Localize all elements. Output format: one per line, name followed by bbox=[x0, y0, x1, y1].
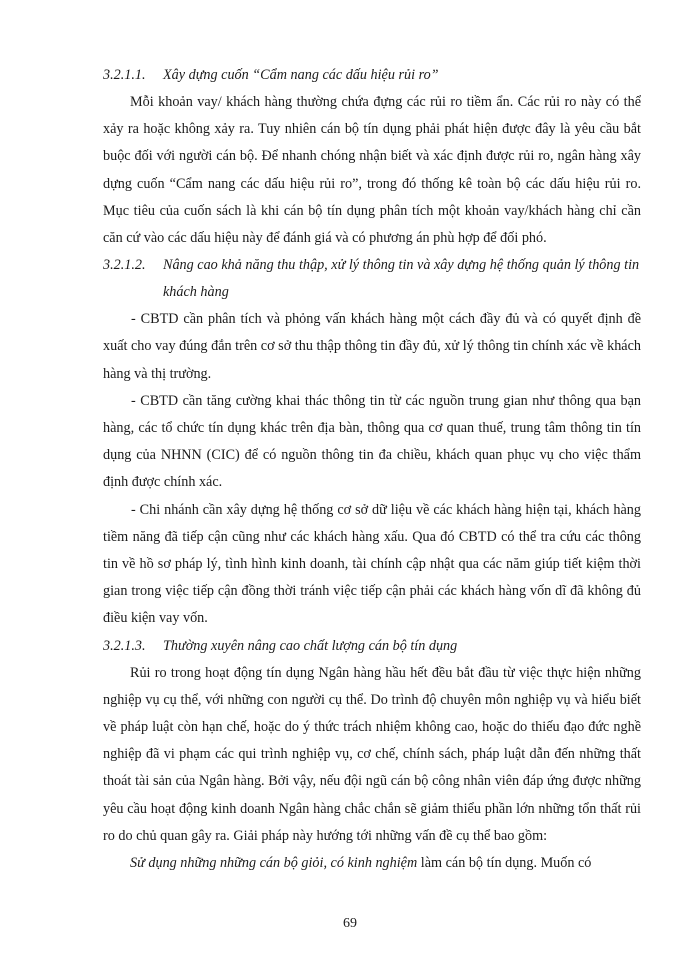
section-number: 3.2.1.3. bbox=[103, 637, 146, 654]
bullet-paragraph: - CBTD cần tăng cường khai thác thông tin từ các nguồn trung gian như thông qua bạn hàng, các tổ chức tín dụng khác trên địa bàn, thông qua cơ quan thuế, trung tâm thông tin tín dụng của NHNN (CIC) để có nguồn thông tin đa chiều, khách quan phục vụ cho việc thẩm định được chính xác. bbox=[103, 392, 641, 491]
page-number: 69 bbox=[343, 916, 357, 931]
paragraph: Rủi ro trong hoạt động tín dụng Ngân hàng hầu hết đều bắt đầu từ việc thực hiện những nghiệp vụ cụ thể, với những con người cụ thể. Do trình độ chuyên môn nghiệp vụ và hiểu biết về pháp luật còn hạn chế, hoặc do ý thức trách nhiệm không cao, hoặc do thiếu đạo đức nghề nghiệp đã vi phạm các qui trình nghiệp vụ, cơ chế, chính sách, pháp luật dẫn đến những thất thoát tài sản của Ngân hàng. Bởi vậy, nếu đội ngũ cán bộ công nhân viên đáp ứng được những yêu cầu hoạt động kinh doanh Ngân hàng chắc chắn sẽ giảm thiểu phần lớn những tổn thất rủi ro do chủ quan gây ra. Giải pháp này hướng tới những vấn đề cụ thể bao gồm: bbox=[103, 664, 641, 844]
section-heading-3-2-1-1 bbox=[103, 62, 641, 89]
bullet-paragraph: - CBTD cần phân tích và phỏng vấn khách hàng một cách đầy đủ và có quyết định đề xuất cho vay đúng đắn trên cơ sở thu thập thông tin đầy đủ, xử lý thông tin chính xác về khách hàng và thị trường. bbox=[103, 311, 641, 382]
emphasis-text: Sử dụng những những cán bộ giỏi, có kinh nghiệm bbox=[130, 855, 418, 872]
section-number: 3.2.1.1. bbox=[103, 67, 146, 83]
bullet-paragraph: - Chi nhánh cần xây dựng hệ thống cơ sở dữ liệu về các khách hàng hiện tại, khách hàng tiềm năng đã tiếp cận cũng như các khách hàng xấu. Qua đó CBTD có thể tra cứu các thông tin về hồ sơ pháp lý, tình hình kinh doanh, tài chính cập nhật qua các năm giúp tiết kiệm thời gian trong việc tiếp cận đồng thời tránh việc tiếp cận phải các khách hàng vốn dĩ đã không đủ điều kiện vay vốn. bbox=[103, 501, 641, 627]
section-number: 3.2.1.2. bbox=[103, 257, 146, 274]
paragraph-text: làm cán bộ tín dụng. Muốn có bbox=[417, 855, 592, 872]
section-title: Nâng cao khả năng thu thập, xử lý thông tin và xây dựng hệ thống quản lý thông tin khách hàng bbox=[163, 257, 640, 301]
paragraph: Mỗi khoản vay/ khách hàng thường chứa đựng các rủi ro tiềm ẩn. Các rủi ro này có thể xảy ra hoặc không xảy ra. Tuy nhiên cán bộ tín dụng phải phát hiện được đây là yêu cầu bắt buộc đối với người cán bộ. Để nhanh chóng nhận biết và xác định được rủi ro, ngân hàng xây dựng cuốn “Cẩm nang các dấu hiệu rủi ro”, trong đó thống kê toàn bộ các dấu hiệu rủi ro. Mục tiêu của cuốn sách là khi cán bộ tín dụng phân tích một khoản vay/khách hàng chỉ cần căn cứ vào các dấu hiệu này để đánh giá và có phương án phù hợp để đối phó. bbox=[103, 94, 641, 247]
section-heading-3-2-1-2 bbox=[103, 252, 641, 306]
document-body bbox=[103, 62, 641, 877]
section-title: Xây dựng cuốn “Cẩm nang các dấu hiệu rủi ro” bbox=[163, 67, 439, 83]
paragraph bbox=[103, 850, 641, 877]
section-title: Thường xuyên nâng cao chất lượng cán bộ tín dụng bbox=[163, 637, 458, 654]
section-heading-3-2-1-3 bbox=[103, 633, 641, 660]
